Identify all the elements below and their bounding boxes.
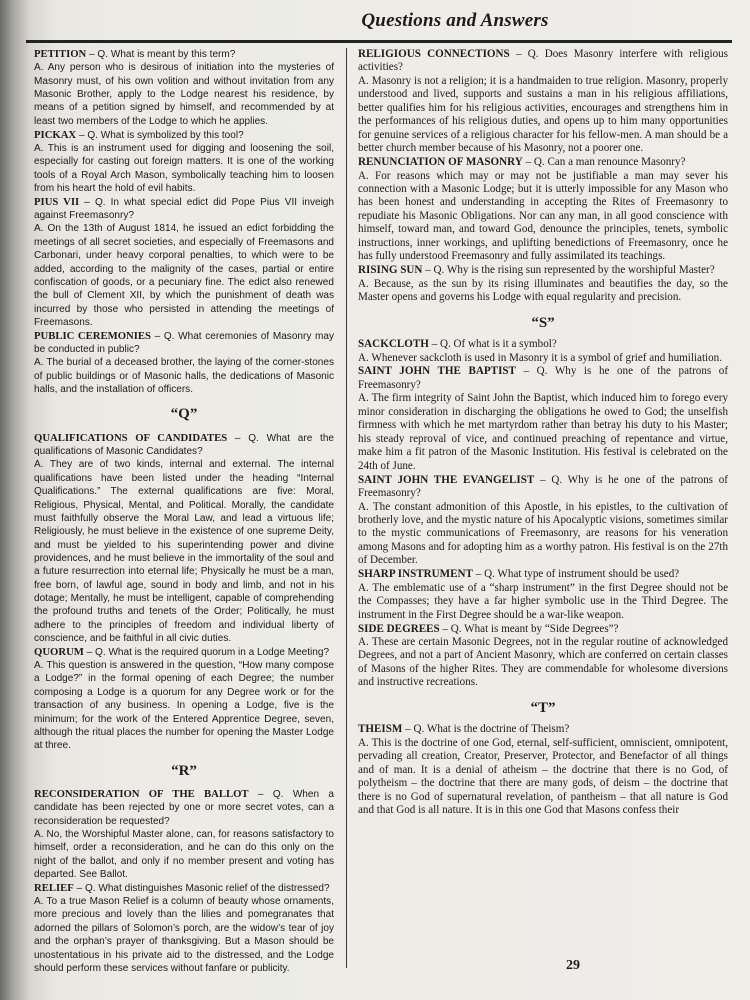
entry-term: RECONSIDERATION OF THE BALLOT: [34, 787, 249, 800]
entry-term: RISING SUN: [358, 264, 423, 277]
page-header: [0, 10, 750, 32]
entry-term: SHARP INSTRUMENT: [358, 568, 473, 581]
entry-question: [34, 646, 334, 659]
glossary-entry: [34, 196, 334, 329]
entry-question-text: – Q. What type of instrument should be used?: [472, 568, 680, 581]
entry-question-text: – Q. Does Masonry interfere with religious activities?: [358, 48, 728, 74]
section-heading-q: “Q”: [170, 406, 198, 423]
entry-question-text: – Q. What distinguishes Masonic relief of the distressed?: [73, 882, 330, 894]
entry-answer: A. To a true Mason Relief is a column of beauty whose ornaments, more precious and lovely than the lilies and pomegranates that adorned the pillars of Solomon’s porch, are the widow’s tear of joy and the orphan’s prayer of thanksgiving. But a Mason should be unostentatious in his private aid to the distressed, and the Lodge should perform these services without fanfare or publicity.: [34, 896, 334, 974]
right-entries-s: [358, 338, 728, 690]
entry-question-text: – Q. What is meant by “Side Degrees”?: [439, 622, 619, 635]
entry-answer: A. This is the doctrine of one God, eternal, self-sufficient, omniscient, omnipotent, pervading all creation, Creator, Preserver, Protector, and Benefactor of all things and of man. It is a denial of atheism – the doctrine that there is no God, of polytheism – the doctrine that there are many gods, of deism – the doctrine that there is no God of supernatural revelation, of pantheism – that all nature is God and that God is all nature. It is in this one God that Masons confess their: [358, 736, 728, 817]
entry-answer: A. Because, as the sun by its rising illuminates and beautifies the day, so the Master opens and governs his Lodge with equal regularity and precision.: [358, 277, 728, 304]
entry-question: [34, 882, 334, 895]
glossary-entry: [358, 568, 728, 622]
entry-answer: A. The constant admonition of this Apostle, in his epistles, to the cultivation of brotherly love, and the mystic nature of his Apocalyptic visions, sometimes similar to the mystic communications of Freemasonry, are reasons for his veneration among Masons and for adopting him as a worthy patron. His festival is on the 27th of December.: [358, 500, 728, 567]
entry-answer: A. These are certain Masonic Degrees, not in the regular routine of acknowledged Degrees, and not a part of Ancient Masonry, which are conferred on certain classes of Masons of the higher Rites. They are commendable for wholesome diversions and instructive recreations.: [358, 636, 728, 689]
entry-question-text: – Q. What are the qualifications of Masonic Candidates?: [34, 432, 334, 458]
entry-question-text: – Q. Why is he one of the patrons of Freemasonry?: [358, 365, 729, 391]
entry-question: [34, 788, 334, 828]
entry-question: [358, 365, 728, 392]
entry-term: QUALIFICATIONS OF CANDIDATES: [34, 431, 228, 444]
entry-question-text: – Q. When a candidate has been rejected by one or more secret votes, can a reconsideration be requested?: [34, 788, 335, 827]
entry-question-text: – Q. What is meant by this term?: [86, 49, 236, 60]
glossary-entry: [34, 432, 334, 646]
glossary-entry: [34, 788, 334, 881]
right-entries-t: [358, 723, 728, 817]
entry-question: [358, 568, 728, 581]
glossary-entry: [358, 338, 728, 365]
entry-term: RELIEF: [34, 881, 74, 894]
glossary-entry: [358, 156, 728, 264]
entry-question: [34, 330, 334, 357]
entry-answer: A. The burial of a deceased brother, the laying of the corner-stones of public buildings or of Masonic halls, the dedications of Masonic halls, and the installation of officers.: [34, 357, 334, 396]
entry-term: RELIGIOUS CONNECTIONS: [358, 48, 510, 60]
entry-question: [358, 338, 728, 351]
entry-question: [358, 474, 728, 501]
left-entries-r: [34, 788, 334, 975]
entry-question-text: – Q. What is the required quorum in a Lodge Meeting?: [83, 646, 330, 658]
entry-question-text: – Q. Why is he one of the patrons of Freemasonry?: [358, 473, 728, 500]
entry-term: SIDE DEGREES: [358, 622, 440, 635]
header-rule: [26, 40, 732, 43]
entry-term: PIUS VII: [34, 195, 80, 208]
entry-answer: A. They are of two kinds, internal and external. The internal qualifications have been listed under the heading “Internal Qualifications.” The external qualifications are five: Moral, Religious, Physical, Mental, and Political. Morally, the candidate must faithfully observe the Moral Law, and lead a virtuous life; Religiously, he must believe in the existence of one supreme Deity, and must be yielded to his superintending power and divine providences, and he must believe in the immortality of the soul and a future resurrection into eternal life; Physically he must be a man, free born, of lawful age, sound in body and limb, and not in his dotage; Mentally, he must be intelligent, capable of comprehending the profound truths and tenets of the Order; Politically, he must adhere to the principles of freedom and individual liberty of conscience, and be faithful in all civic duties.: [34, 459, 334, 644]
page-title: Questions and Answers: [361, 10, 549, 31]
left-column: [34, 48, 334, 976]
entry-question: [34, 48, 334, 61]
entry-answer: A. No, the Worshipful Master alone, can, for reasons satisfactory to himself, order a reconsideration, and he can do this only on the night of the ballot, and only if no member present and voting has departed. See Ballot.: [34, 828, 334, 880]
glossary-entry: [34, 882, 334, 975]
entry-term: PUBLIC CEREMONIES: [34, 329, 151, 342]
entry-answer: A. Masonry is not a religion; it is a handmaiden to true religion. Masonry, properly understood and lived, supports and sustains a man in his religious affiliations, better qualifies him for his religious activities, encourages and strengthens him in the performances of his religious duties, and opens up to him many opportunities for genuine services of a religious character for his fellow-men. A man should be a better church member because of his Masonry, not a poorer one.: [358, 74, 728, 155]
left-entries-p: [34, 48, 334, 396]
entry-question: [34, 196, 334, 223]
right-entries-r: [358, 48, 728, 305]
column-divider: [346, 48, 347, 968]
entry-term: PETITION: [34, 48, 87, 60]
entry-question-text: – Q. Why is the rising sun represented by the worshipful Master?: [422, 264, 715, 277]
glossary-entry: [358, 264, 728, 304]
entry-question: [358, 723, 728, 736]
glossary-entry: [358, 48, 728, 156]
entry-question-text: – Q. What ceremonies of Masonry may be conducted in public?: [34, 330, 334, 356]
entry-term: RENUNCIATION OF MASONRY: [358, 156, 523, 169]
entry-question-text: – Q. Can a man renounce Masonry?: [522, 156, 686, 169]
entry-question: [358, 48, 728, 75]
entry-question-text: – Q. In what special edict did Pope Pius VII inveigh against Freemasonry?: [34, 196, 334, 222]
entry-term: THEISM: [358, 723, 403, 736]
entry-term: SAINT JOHN THE BAPTIST: [358, 365, 516, 378]
entry-question: [34, 432, 334, 459]
entry-answer: A. This question is answered in the question, “How many compose a Lodge?” in the formal opening of each Degree; the number composing a Lodge is a quorum for any Degree work or for the transaction of any business. In opening a Lodge, five is the minimum; for the work of the Entered Apprentice Degree, seven, although the ritual places the number for opening the Master Lodge at three.: [34, 660, 334, 752]
section-heading-r: “R”: [171, 762, 197, 779]
entry-question: [358, 623, 728, 636]
entry-answer: A. On the 13th of August 1814, he issued an edict forbidding the meetings of all secret societies, and especially of Freemasons and Carbonari, under heavy corporal penalties, to which were to be added, according to the malignity of the cases, partial or entire confiscation of goods, or a pecuniary fine. The edict also renewed the bull of Clement XII, by which the punishment of death was incurred by those who persisted in attending the meetings of Freemasons.: [34, 223, 334, 328]
section-heading-t: “T”: [530, 699, 556, 716]
entry-answer: A. Whenever sackcloth is used in Masonry it is a symbol of grief and humiliation.: [358, 351, 722, 364]
glossary-entry: [34, 129, 334, 196]
entry-question-text: – Q. What is the doctrine of Theism?: [402, 723, 570, 736]
glossary-entry: [358, 623, 728, 690]
entry-question: [358, 156, 728, 169]
entry-question: [34, 129, 334, 142]
glossary-entry: [358, 365, 728, 473]
glossary-entry: [358, 723, 728, 817]
entry-answer: A. Any person who is desirous of initiation into the mysteries of Masonry must, of his own volition and without invitation from any Masonic Brother, apply to the Lodge nearest his residence, by means of a petition signed by himself, and recommended by at least two members of the Lodge to which he applies.: [34, 62, 334, 127]
page-number: 29: [566, 958, 580, 973]
entry-term: QUORUM: [34, 645, 84, 658]
glossary-entry: [358, 474, 728, 568]
entry-answer: A. For reasons which may or may not be justifiable a man may sever his connection with a Masonic Lodge; but it is utterly impossible for any Mason who has been honest and understanding in accepting the Rites of Freemasonry to repudiate his Masonic Obligations. Nor can any man, in all good conscience with himself, toward man, and toward God, denounce the principles, tenets, symbolic instructions, inner workings, and uplifting benedictions of Freemasonry, once he has fully understood Freemasonry and fully assimilated its teachings.: [358, 169, 728, 263]
left-entries-q: [34, 432, 334, 753]
entry-answer: A. The emblematic use of a “sharp instrument” in the first Degree should not be the Compasses; they have a far higher symbolic use in the Third Degree. The instrument in the First Degree should be a war-like weapon.: [358, 581, 728, 621]
entry-question-text: – Q. What is symbolized by this tool?: [76, 129, 244, 141]
entry-term: SACKCLOTH: [358, 338, 429, 351]
entry-answer: A. The firm integrity of Saint John the Baptist, which induced him to forego every minor consideration in discharging the obligations he owed to God; the unselfish firmness with which he met martyrdom rather than betray his duty to his Master; his steady reproval of vice, and continued preaching of repentance and virtue, make him a fit patron of the Masonic Institution. His festival is celebrated on the 24th of June.: [358, 392, 728, 472]
right-column: [358, 48, 728, 818]
entry-term: PICKAX: [34, 128, 77, 141]
glossary-entry: [34, 646, 334, 753]
glossary-entry: [34, 330, 334, 397]
section-heading-s: “S”: [531, 314, 555, 331]
glossary-entry: [34, 48, 334, 128]
entry-answer: A. This is an instrument used for digging and loosening the soil, especially for casting out foreign matters. It is one of the working tools of a Royal Arch Mason, symbolically teaching him to loosen from his heart the hold of evil habits.: [34, 142, 334, 194]
entry-question-text: – Q. Of what is it a symbol?: [428, 338, 557, 351]
entry-question: [358, 264, 728, 277]
entry-term: SAINT JOHN THE EVANGELIST: [358, 473, 535, 486]
